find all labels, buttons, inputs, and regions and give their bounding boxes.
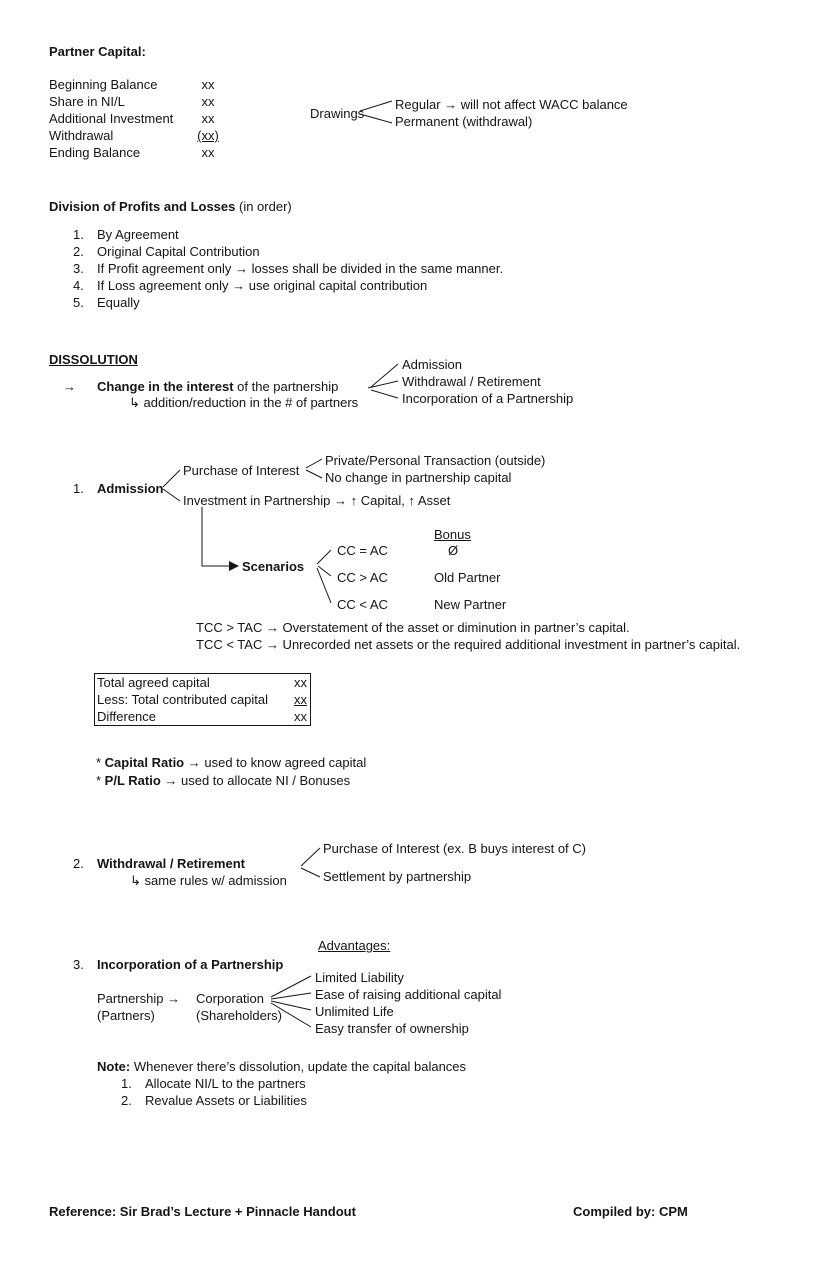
division-item-num: 5. xyxy=(73,295,84,310)
drawings-fork xyxy=(360,101,392,123)
capbox-value: xx xyxy=(294,709,307,724)
division-item-num: 1. xyxy=(73,227,84,242)
scenario-bonus: Ø xyxy=(448,543,459,558)
dissolution-branch-admission: Admission xyxy=(402,357,462,372)
withdrawal-branch-settlement: Settlement by partnership xyxy=(323,869,472,884)
withdrawal-branch-purchase: Purchase of Interest (ex. B buys interest of C) xyxy=(323,841,587,856)
capbox-value: xx xyxy=(294,692,307,707)
division-title-note: (in order) xyxy=(235,199,292,214)
note-rest: Whenever there’s dissolution, update the capital balances xyxy=(130,1059,467,1074)
scenario-condition: CC = AC xyxy=(337,543,388,558)
incorporation-title: Incorporation of a Partnership xyxy=(97,957,284,972)
withdrawal-sub-note: ↳ same rules w/ admission xyxy=(130,873,287,888)
capital-row-value: (xx) xyxy=(197,128,219,143)
table-row xyxy=(95,674,310,691)
dissolution-change-line xyxy=(97,379,338,395)
dissolution-title: DISSOLUTION xyxy=(49,352,138,367)
division-item-text: Equally xyxy=(97,295,140,310)
advantage-item: Limited Liability xyxy=(315,970,404,985)
scenario-condition: CC > AC xyxy=(337,570,388,585)
note-item-text: Allocate NI/L to the partners xyxy=(145,1076,306,1091)
purchase-branch-private: Private/Personal Transaction (outside) xyxy=(325,453,546,468)
division-item-num: 2. xyxy=(73,244,84,259)
scenarios-label: Scenarios xyxy=(242,559,305,574)
pl-ratio-note xyxy=(96,773,350,789)
withdrawal-title: Withdrawal / Retirement xyxy=(97,856,245,871)
capital-row-label: Ending Balance xyxy=(49,145,141,160)
capital-row-value: xx xyxy=(201,145,215,160)
admission-num: 1. xyxy=(73,481,84,496)
incorporation-num: 3. xyxy=(73,957,84,972)
corporation-label: Corporation xyxy=(196,991,264,1006)
footer-reference: Reference: Sir Brad’s Lecture + Pinnacle Handout xyxy=(49,1204,356,1219)
partnership-label: Partnership → xyxy=(97,991,181,1006)
division-item-text: Original Capital Contribution xyxy=(97,244,260,259)
purchase-of-interest-fork xyxy=(306,459,322,478)
note-item-num: 1. xyxy=(121,1076,132,1091)
division-title-bold: Division of Profits and Losses xyxy=(49,199,236,214)
bonus-header: Bonus xyxy=(434,527,471,542)
capital-ratio-note xyxy=(96,755,366,771)
dissolution-sub-note: ↳ addition/reduction in the # of partners xyxy=(129,395,359,410)
division-item-text: By Agreement xyxy=(97,227,179,242)
division-item-num: 3. xyxy=(73,261,84,276)
withdrawal-num: 2. xyxy=(73,856,84,871)
tcc-rule-line: TCC < TAC → Unrecorded net assets or the required additional investment in partner’s capital. xyxy=(196,637,741,652)
tcc-rule-line: TCC > TAC → Overstatement of the asset or diminution in partner’s capital. xyxy=(196,620,630,635)
dissolution-change-bold: Change in the interest xyxy=(97,379,234,394)
capital-row-label: Share in NI/L xyxy=(49,94,125,109)
advantages-header: Advantages: xyxy=(318,938,391,953)
ratio-note-text: → used to know agreed capital xyxy=(184,755,367,770)
scenarios-fork xyxy=(317,550,331,603)
note-item-num: 2. xyxy=(121,1093,132,1108)
capital-row-label: Additional Investment xyxy=(49,111,174,126)
partners-sub-label: (Partners) xyxy=(97,1008,155,1023)
scenario-bonus: Old Partner xyxy=(434,570,501,585)
table-row xyxy=(95,708,310,725)
division-item-text: If Loss agreement only → use original capital contribution xyxy=(97,278,428,293)
ratio-note-star: * xyxy=(96,773,105,788)
division-item-text: If Profit agreement only → losses shall be divided in the same manner. xyxy=(97,261,504,276)
capital-row-value: xx xyxy=(201,94,215,109)
drawings-branch-regular: Regular → will not affect WACC balance xyxy=(395,97,628,112)
table-row xyxy=(95,691,310,708)
dissolution-branch-incorporation: Incorporation of a Partnership xyxy=(402,391,574,406)
ratio-note-term: Capital Ratio xyxy=(104,755,185,770)
scenarios-connector-arrow xyxy=(202,507,239,571)
drawings-label: Drawings xyxy=(310,106,365,121)
capital-row-label: Beginning Balance xyxy=(49,77,158,92)
scenario-condition: CC < AC xyxy=(337,597,388,612)
capbox-value: xx xyxy=(294,675,307,690)
advantage-item: Ease of raising additional capital xyxy=(315,987,502,1002)
division-item-num: 4. xyxy=(73,278,84,293)
capbox-label: Less: Total contributed capital xyxy=(97,692,269,707)
investment-in-partnership-line: Investment in Partnership → ↑ Capital, ↑ Asset xyxy=(183,493,451,508)
capital-comparison-table xyxy=(94,673,311,726)
purchase-of-interest-label: Purchase of Interest xyxy=(183,463,300,478)
shareholders-sub-label: (Shareholders) xyxy=(196,1008,282,1023)
ratio-note-term: P/L Ratio xyxy=(104,773,161,788)
capital-row-value: xx xyxy=(201,77,215,92)
ratio-note-star: * xyxy=(96,755,105,770)
capbox-label: Total agreed capital xyxy=(97,675,210,690)
capital-row-label: Withdrawal xyxy=(49,128,114,143)
note-bold: Note: xyxy=(97,1059,131,1074)
capital-row-value: xx xyxy=(201,111,215,126)
footer-compiled-by: Compiled by: CPM xyxy=(573,1204,688,1219)
capbox-label: Difference xyxy=(97,709,157,724)
advantage-item: Easy transfer of ownership xyxy=(315,1021,469,1036)
note-item-text: Revalue Assets or Liabilities xyxy=(145,1093,307,1108)
dissolution-note xyxy=(97,1059,466,1075)
ratio-note-text: → used to allocate NI / Bonuses xyxy=(160,773,351,788)
partner-capital-title: Partner Capital: xyxy=(49,44,146,59)
dissolution-change-rest: of the partnership xyxy=(233,379,339,394)
dissolution-branch-withdrawal: Withdrawal / Retirement xyxy=(402,374,541,389)
scenario-bonus: New Partner xyxy=(434,597,507,612)
advantage-item: Unlimited Life xyxy=(315,1004,394,1019)
drawings-branch-permanent: Permanent (withdrawal) xyxy=(395,114,533,129)
dissolution-fork xyxy=(368,364,398,398)
admission-fork xyxy=(163,470,180,501)
withdrawal-fork xyxy=(301,848,320,877)
purchase-branch-no-change: No change in partnership capital xyxy=(325,470,512,485)
dissolution-arrow: → xyxy=(63,379,76,394)
division-title xyxy=(49,199,292,215)
admission-title: Admission xyxy=(97,481,164,496)
